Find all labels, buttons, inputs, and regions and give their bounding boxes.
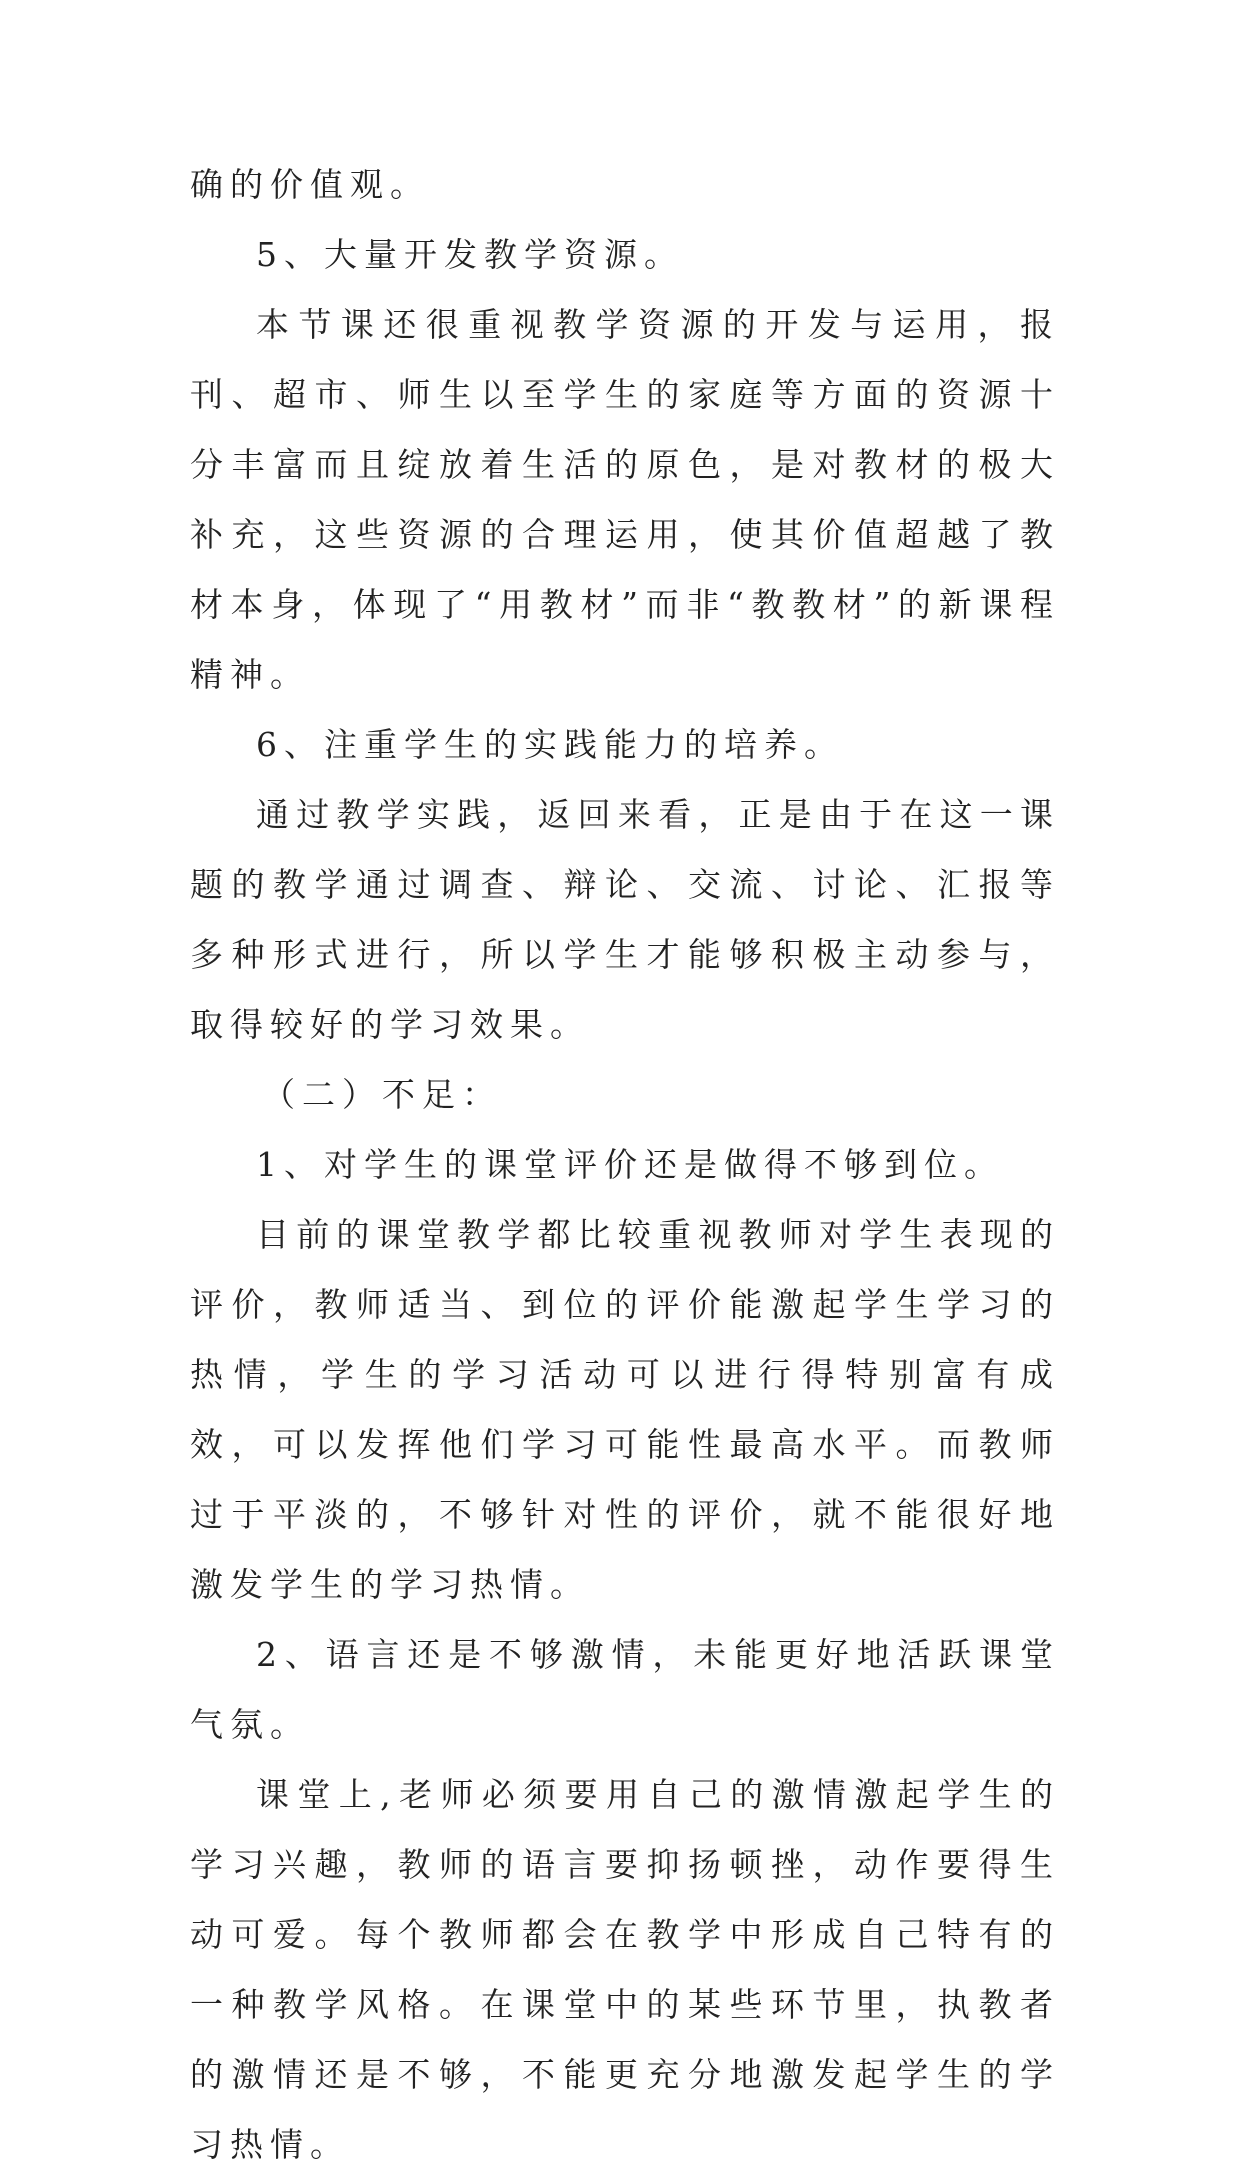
document-body bbox=[190, 150, 1060, 2180]
heading-shortcoming-1: 1、对学生的课堂评价还是做得不够到位。 bbox=[256, 1145, 1004, 1184]
paragraph-continuation: 确的价值观。 bbox=[190, 165, 430, 204]
paragraph-evaluation: 目前的课堂教学都比较重视教师对学生表现的评价，教师适当、到位的评价能激起学生学习的热情，学生的学习活动可以进行得特别富有成效，可以发挥他们学习可能性最高水平。而教师过于平淡的，不够针对性的评价，就不能很好地激发学生的学习热情。 bbox=[190, 1215, 1060, 1604]
heading-point-5: 5、大量开发教学资源。 bbox=[256, 235, 684, 274]
heading-point-6: 6、注重学生的实践能力的培养。 bbox=[256, 725, 844, 764]
paragraph-passion: 课堂上,老师必须要用自己的激情激起学生的学习兴趣，教师的语言要抑扬顿挫，动作要得生动可爱。每个教师都会在教学中形成自己特有的一种教学风格。在课堂中的某些环节里，执教者的激情还是不够，不能更充分地激发起学生的学习热情。 bbox=[190, 1775, 1060, 2164]
heading-shortcoming-2: 2、语言还是不够激情，未能更好地活跃课堂气氛。 bbox=[190, 1635, 1060, 1744]
paragraph-resources: 本节课还很重视教学资源的开发与运用，报刊、超市、师生以至学生的家庭等方面的资源十分丰富而且绽放着生活的原色，是对教材的极大补充，这些资源的合理运用，使其价值超越了教材本身，体现了“用教材”而非“教教材”的新课程精神。 bbox=[190, 305, 1060, 694]
section-heading-shortcomings: （二）不足： bbox=[262, 1075, 502, 1114]
paragraph-practice: 通过教学实践，返回来看，正是由于在这一课题的教学通过调查、辩论、交流、讨论、汇报等多种形式进行，所以学生才能够积极主动参与，取得较好的学习效果。 bbox=[190, 795, 1060, 1044]
